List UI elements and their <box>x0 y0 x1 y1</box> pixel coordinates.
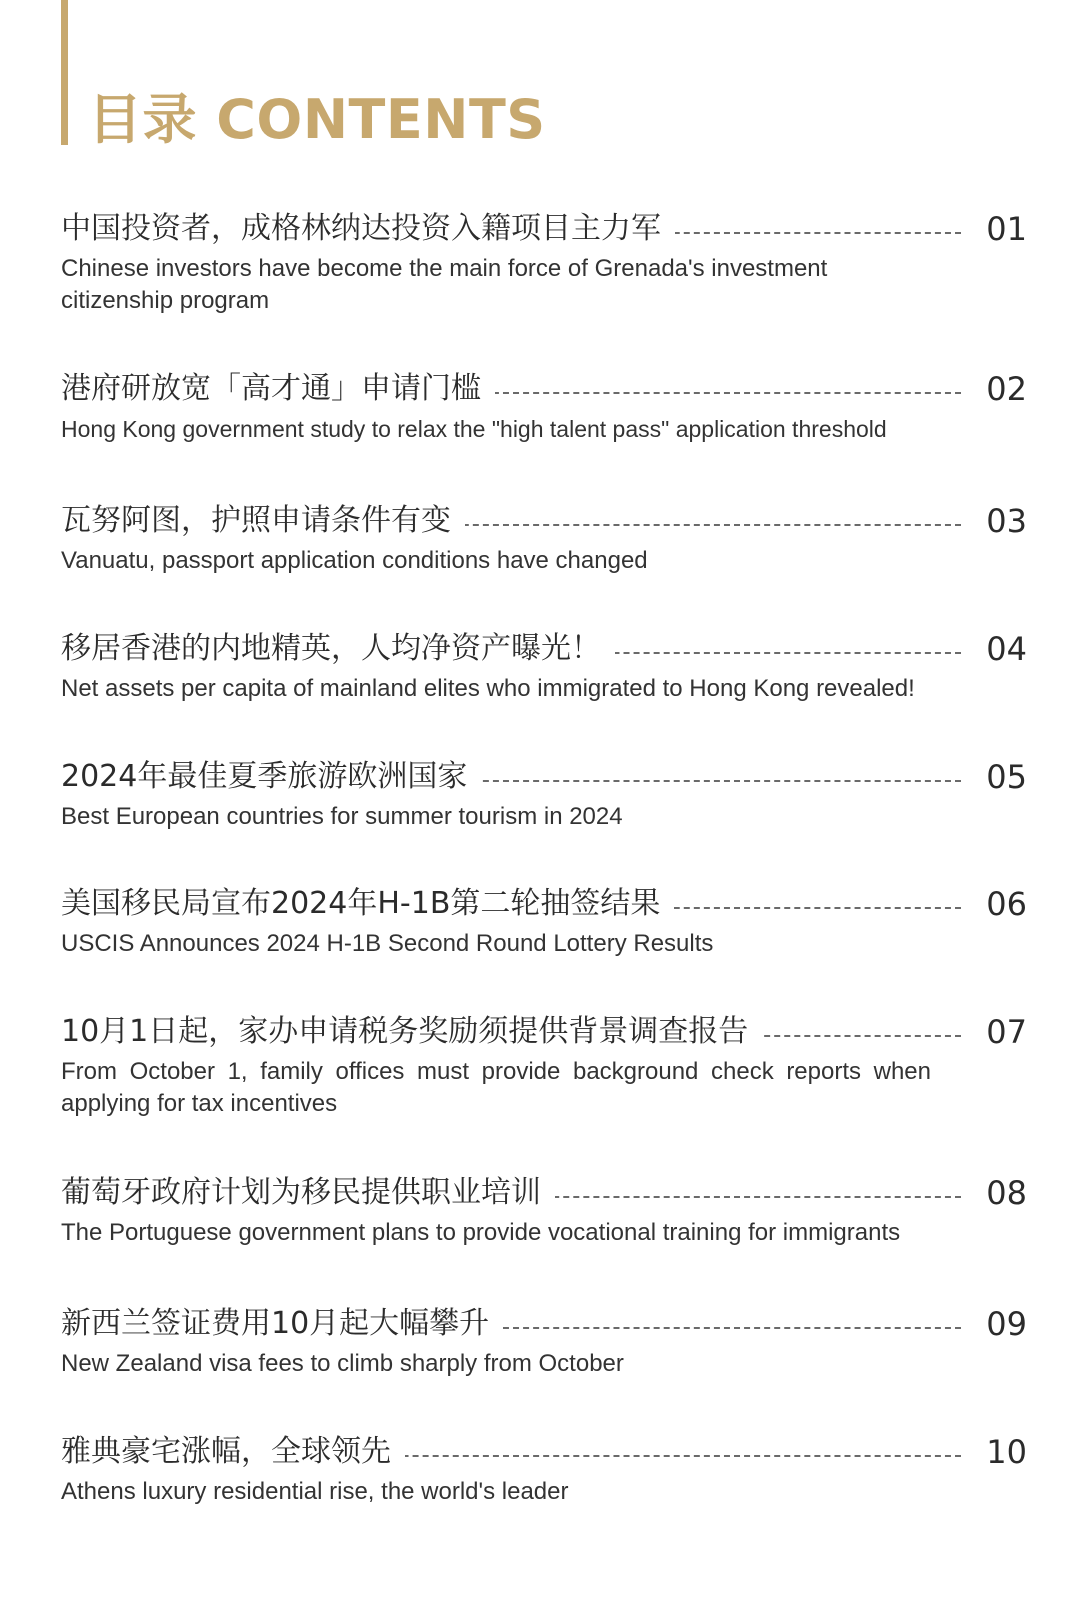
entry-head <box>61 497 1027 545</box>
toc-entry[interactable] <box>61 205 1027 315</box>
entry-head <box>61 1008 1027 1056</box>
entry-title-zh: 葡萄牙政府计划为移民提供职业培训 <box>61 1175 555 1211</box>
entry-page-number: 01 <box>986 210 1027 248</box>
entry-title-en: New Zealand visa fees to climb sharply from October <box>61 1350 624 1377</box>
entry-head <box>61 1428 1027 1476</box>
entry-title-en: Athens luxury residential rise, the world's leader <box>61 1478 569 1505</box>
entry-title-zh: 美国移民局宣布2024年H-1B第二轮抽签结果 <box>61 886 674 922</box>
entry-title-zh: 港府研放宽「高才通」申请门槛 <box>61 371 495 407</box>
entry-title-en: Hong Kong government study to relax the "high talent pass" application threshold <box>61 416 887 442</box>
entry-title-en: Best European countries for summer tourism in 2024 <box>61 803 623 830</box>
entry-title-en: USCIS Announces 2024 H-1B Second Round Lottery Results <box>61 930 714 957</box>
entry-head <box>61 365 1027 413</box>
entry-page-number: 06 <box>986 885 1027 923</box>
entry-page-number: 03 <box>986 502 1027 540</box>
entry-head <box>61 1300 1027 1348</box>
page-title: 目录 CONTENTS <box>88 88 546 151</box>
entry-title-en: From October 1, family offices must provide background check reports when applying for tax incentives <box>61 1058 931 1117</box>
entry-title-zh: 新西兰签证费用10月起大幅攀升 <box>61 1306 503 1342</box>
toc-entry[interactable] <box>61 1300 1027 1410</box>
entry-title-zh: 瓦努阿图，护照申请条件有变 <box>61 503 465 539</box>
entry-page-number: 07 <box>986 1013 1027 1051</box>
entry-page-number: 04 <box>986 630 1027 668</box>
entry-page-number: 10 <box>986 1433 1027 1471</box>
entry-title-en: Vanuatu, passport application conditions have changed <box>61 547 648 574</box>
toc-entry[interactable] <box>61 625 1027 735</box>
entry-page-number: 09 <box>986 1305 1027 1343</box>
entry-title-zh: 雅典豪宅涨幅，全球领先 <box>61 1434 405 1470</box>
entry-title-zh: 10月1日起，家办申请税务奖励须提供背景调查报告 <box>61 1014 762 1050</box>
entry-page-number: 05 <box>986 758 1027 796</box>
entry-head <box>61 205 1027 253</box>
entry-page-number: 02 <box>986 370 1027 408</box>
entry-title-en: Chinese investors have become the main force of Grenada's investment citizenship program <box>61 255 828 314</box>
entry-head <box>61 625 1027 673</box>
entry-title-zh: 2024年最佳夏季旅游欧洲国家 <box>61 759 481 795</box>
entry-head <box>61 880 1027 928</box>
toc-entry[interactable] <box>61 1169 1027 1279</box>
entry-head <box>61 1169 1027 1217</box>
toc-entry[interactable] <box>61 753 1027 863</box>
toc-entry[interactable] <box>61 1428 1027 1538</box>
toc-entry[interactable] <box>61 497 1027 607</box>
toc-entry[interactable] <box>61 1008 1027 1118</box>
toc-entry[interactable] <box>61 365 1027 475</box>
entry-page-number: 08 <box>986 1174 1027 1212</box>
entry-head <box>61 753 1027 801</box>
entry-title-zh: 移居香港的内地精英，人均净资产曝光！ <box>61 631 615 667</box>
entry-title-en: The Portuguese government plans to provide vocational training for immigrants <box>61 1219 901 1246</box>
toc-entry[interactable] <box>61 880 1027 990</box>
entry-title-zh: 中国投资者，成格林纳达投资入籍项目主力军 <box>61 211 675 247</box>
entry-title-en: Net assets per capita of mainland elites who immigrated to Hong Kong revealed! <box>61 675 915 702</box>
